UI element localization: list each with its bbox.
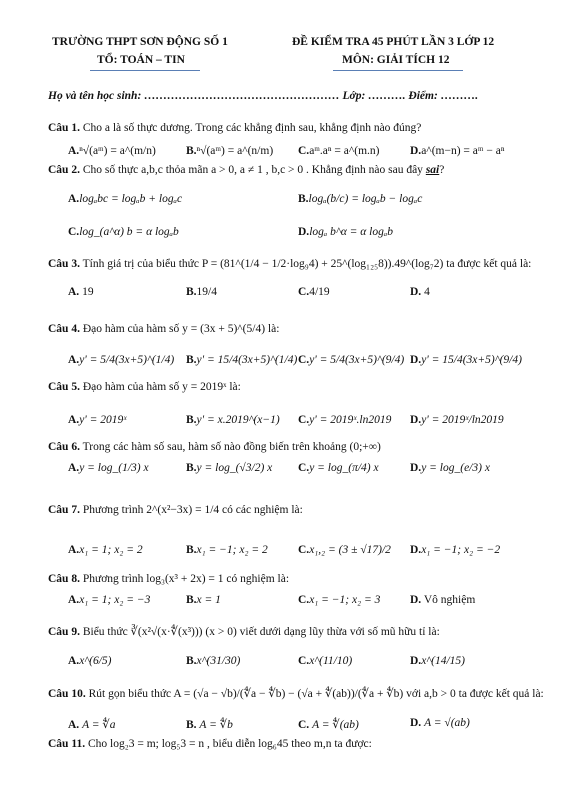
q7-option-d[interactable]: D.x₁ = −1; x₂ = −2 [410,544,501,556]
q7-option-b[interactable]: B.x₁ = −1; x₂ = 2 [186,544,268,556]
school-name: TRƯỜNG THPT SƠN ĐỘNG SỐ 1 [52,36,228,48]
q10-option-c[interactable]: C. A = ∜(ab) [298,719,359,731]
q6-option-d[interactable]: D.y = log_(e/3) x [410,462,490,474]
student-info-line: Họ và tên học sinh: …………………………………………… Lớp: ………. Điểm: ………. [48,90,479,102]
question-11: Câu 11. Cho log₂3 = m; log₅3 = n , biểu diễn log₆45 theo m,n ta được: [48,738,372,750]
q8-option-a[interactable]: A.x₁ = 1; x₂ = −3 [68,594,151,606]
q10-option-a[interactable]: A. A = ∜a [68,719,116,731]
question-2: Câu 2. Cho số thực a,b,c thỏa mãn a > 0, a ≠ 1 , b,c > 0 . Khẳng định nào sau đây sai? [48,164,445,176]
subject-name: MÔN: GIẢI TÍCH 12 [342,54,450,66]
question-1: Câu 1. Cho a là số thực dương. Trong các khẳng định sau, khẳng định nào đúng? [48,122,422,134]
q2-option-d[interactable]: D.logₐ b^α = α logₐb [298,226,393,238]
q5-option-b[interactable]: B.y' = x.2019^(x−1) [186,414,280,426]
q8-option-c[interactable]: C.x₁ = −1; x₂ = 3 [298,594,381,606]
header-underline-left [90,70,200,71]
q7-option-c[interactable]: C.x₁,₂ = (3 ± √17)/2 [298,544,391,556]
question-3: Câu 3. Tính giá trị của biểu thức P = (81^(1/4 − 1/2·log₉4) + 25^(log₁₂₅8)).49^(log₇2) ta được kết quả là: [48,258,532,270]
q1-option-a[interactable]: A.ⁿ√(aᵐ) = a^(m/n) [68,145,156,157]
q5-option-a[interactable]: A.y' = 2019ˣ [68,414,127,426]
q10-option-d[interactable]: D. A = √(ab) [410,717,470,729]
q1-option-d[interactable]: D.a^(m−n) = aᵐ − aⁿ [410,145,505,157]
q9-option-b[interactable]: B.x^(31/30) [186,655,241,667]
question-10: Câu 10. Rút gọn biểu thức A = (√a − √b)/(∜a − ∜b) − (√a + ∜(ab))/(∜a + ∜b) với a,b > 0 ta được kết quả là: [48,688,544,700]
q4-option-c[interactable]: C.y' = 5/4(3x+5)^(9/4) [298,354,405,366]
q1-option-b[interactable]: B.ⁿ√(aᵐ) = a^(n/m) [186,145,274,157]
q1-option-c[interactable]: C.aᵐ.aⁿ = a^(m.n) [298,145,380,157]
q5-option-d[interactable]: D.y' = 2019ˣ/ln2019 [410,414,504,426]
q3-option-b[interactable]: B.19/4 [186,286,217,298]
q8-option-d[interactable]: D. Vô nghiệm [410,594,476,606]
q6-option-a[interactable]: A.y = log_(1/3) x [68,462,149,474]
q9-option-a[interactable]: A.x^(6/5) [68,655,112,667]
question-9: Câu 9. Biểu thức ∛(x²√(x·∜(x³))) (x > 0) viết dưới dạng lũy thừa với số mũ hữu tỉ là: [48,626,440,638]
q3-option-d[interactable]: D. 4 [410,286,430,298]
department-name: TỔ: TOÁN – TIN [97,54,185,66]
q3-option-c[interactable]: C.4/19 [298,286,330,298]
question-5: Câu 5. Đạo hàm của hàm số y = 2019ˣ là: [48,381,241,393]
question-7: Câu 7. Phương trình 2^(x²−3x) = 1/4 có các nghiệm là: [48,504,303,516]
exam-title: ĐỀ KIỂM TRA 45 PHÚT LẦN 3 LỚP 12 [292,36,495,48]
q4-option-b[interactable]: B.y' = 15/4(3x+5)^(1/4) [186,354,298,366]
header-underline-right [333,70,463,71]
q4-option-d[interactable]: D.y' = 15/4(3x+5)^(9/4) [410,354,522,366]
q6-option-c[interactable]: C.y = log_(π/4) x [298,462,379,474]
q9-option-d[interactable]: D.x^(14/15) [410,655,465,667]
question-4: Câu 4. Đạo hàm của hàm số y = (3x + 5)^(5/4) là: [48,323,280,335]
q2-option-c[interactable]: C.log_(a^α) b = α logₐb [68,226,179,238]
question-8: Câu 8. Phương trình log₃(x³ + 2x) = 1 có nghiệm là: [48,573,290,585]
q7-option-a[interactable]: A.x₁ = 1; x₂ = 2 [68,544,143,556]
q3-option-a[interactable]: A. 19 [68,286,94,298]
question-6: Câu 6. Trong các hàm số sau, hàm số nào đồng biến trên khoảng (0;+∞) [48,441,381,453]
q2-option-b[interactable]: B.logₐ(b/c) = logₐb − logₐc [298,193,423,205]
q4-option-a[interactable]: A.y' = 5/4(3x+5)^(1/4) [68,354,175,366]
q8-option-b[interactable]: B.x = 1 [186,594,221,606]
q5-option-c[interactable]: C.y' = 2019ˣ.ln2019 [298,414,392,426]
q2-option-a[interactable]: A.logₐbc = logₐb + logₐc [68,193,183,205]
q9-option-c[interactable]: C.x^(11/10) [298,655,353,667]
q10-option-b[interactable]: B. A = ∜b [186,719,233,731]
q6-option-b[interactable]: B.y = log_(√3/2) x [186,462,273,474]
